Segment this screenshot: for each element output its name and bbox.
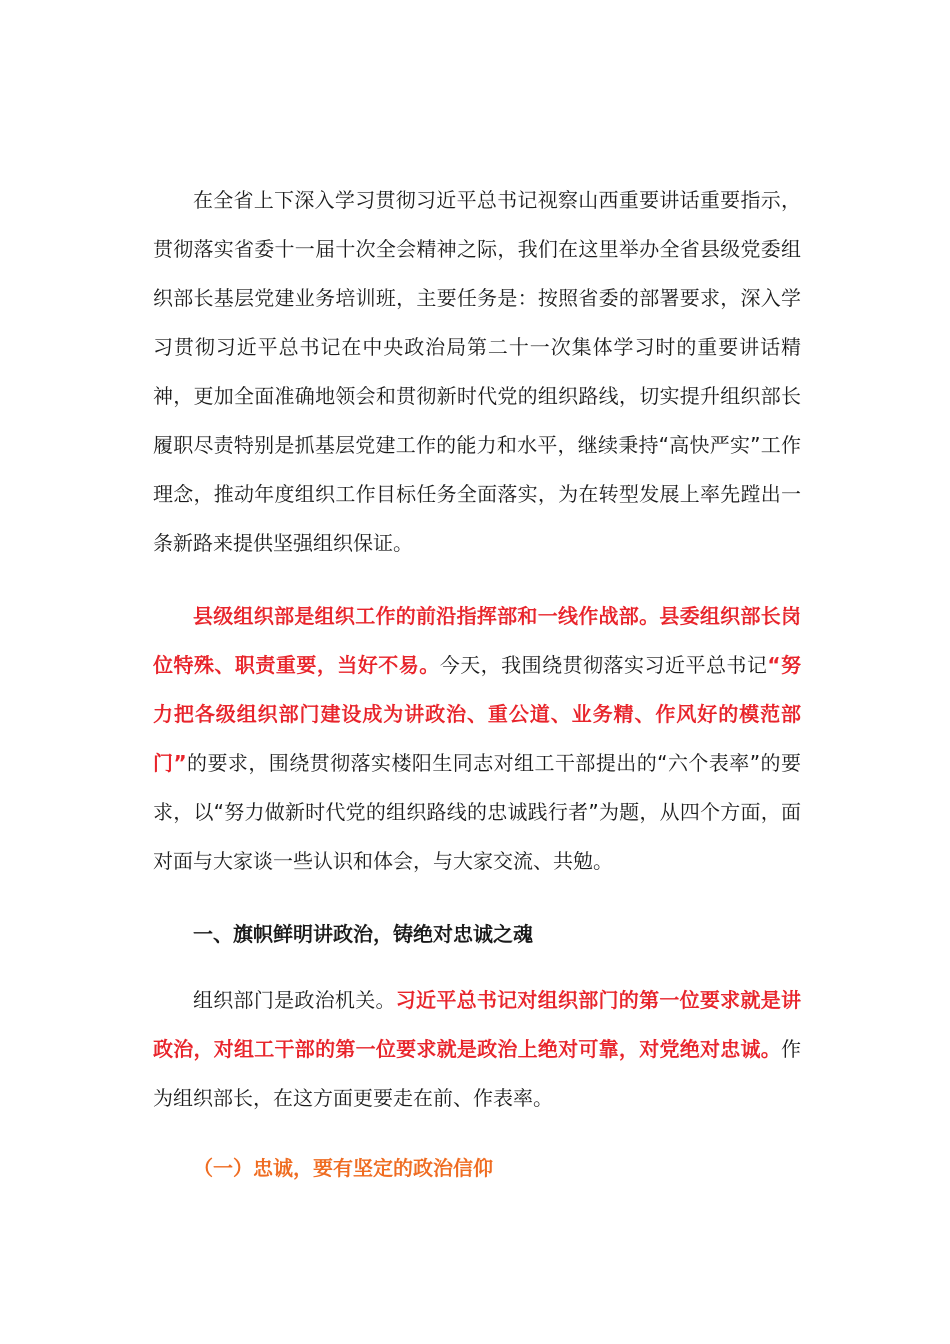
intro-text: 在全省上下深入学习贯彻习近平总书记视察山西重要讲话重要指示，贯彻落实省委十一届十次全会精神之际，我们在这里举办全省县级党委组织部长基层党建业务培训班，主要任务是：按照省委的部署要求，深入学习贯彻习近平总书记在中央政治局第二十一次集体学习时的重要讲话精神，更加全面准确地领会和贯彻新时代党的组织路线，切实提升组织部长履职尽责特别是抓基层党建工作的能力和水平，继续秉持“高快严实”工作理念，推动年度组织工作目标任务全面落实，为在转型发展上率先蹚出一条新路来提供坚强组织保证。: [153, 188, 801, 555]
plain-text-3: 组织部门是政治机关。: [193, 988, 396, 1012]
highlight-text-3: 习近平总书记对组织部门的第一位要求就是讲政治，对组工干部的第一位要求就是政治上绝对可靠，对党绝对忠诚。: [153, 988, 802, 1061]
sub-heading: （一）忠诚，要有坚定的政治信仰: [193, 1156, 493, 1180]
plain-text-2: 的要求，围绕贯彻落实楼阳生同志对组工干部提出的“六个表率”的要求，以“努力做新时代党的组织路线的忠诚践行者”为题，从四个方面，面对面与大家谈一些认识和体会，与大家交流、共勉。: [153, 751, 801, 873]
highlight-text-1: 县级组织部是组织工作的前沿指挥部和一线作战部。县委组织部长岗位特殊、职责重要，当好不易。: [153, 604, 801, 677]
intro-paragraph: [153, 176, 801, 568]
plain-text-1: 今天，我围绕贯彻落实习近平总书记: [439, 653, 768, 677]
highlight-text-2: “努力把各级组织部门建设成为讲政治、重公道、业务精、作风好的模范部门”: [153, 653, 802, 775]
plain-text-4: 作为组织部长，在这方面更要走在前、作表率。: [153, 1037, 801, 1110]
second-paragraph: [153, 592, 801, 886]
third-paragraph: [153, 976, 801, 1123]
section-heading: 一、旗帜鲜明讲政治，铸绝对忠诚之魂: [193, 922, 533, 946]
